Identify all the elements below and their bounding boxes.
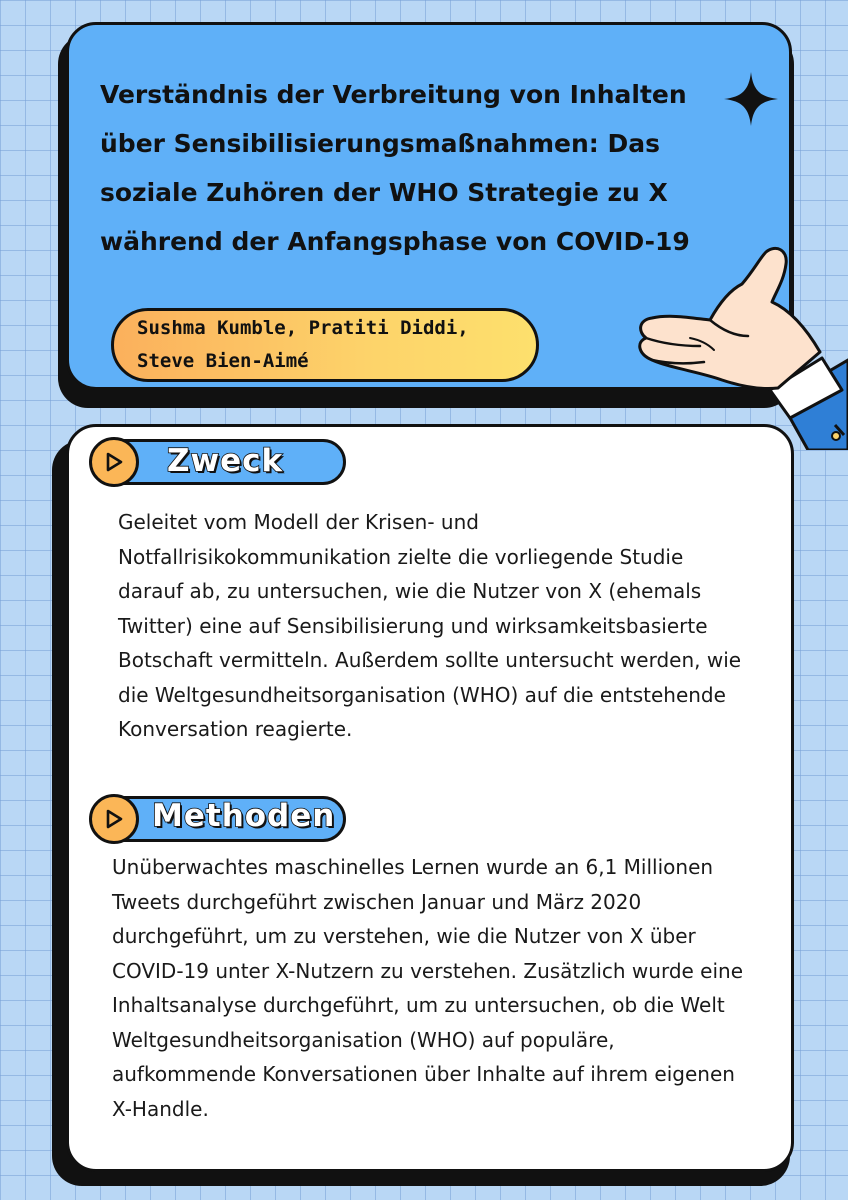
authors: Sushma Kumble, Pratiti Diddi, Steve Bien-Aimé: [137, 317, 469, 372]
open-hand-icon: [630, 240, 848, 450]
section-text-methods: Unüberwachtes maschinelles Lernen wurde an 6,1 Millionen Tweets durchgeführt zwischen Januar und März 2020 durchgeführt, um zu verstehen, wie die Nutzer von X über COVID-19 unter X-Nutzern zu verstehen. Zusätzlich wurde eine Inhaltsanalyse durchgeführt, um zu untersuchen, ob die Welt Weltgesundheitsorganisation (WHO) auf populäre, aufkommende Konversationen über Inhalte auf ihrem eigenen X-Handle.: [112, 855, 744, 1121]
section-heading-purpose: Zweck: [167, 443, 284, 479]
sparkle-icon: [722, 70, 780, 128]
play-icon: [89, 794, 139, 844]
play-icon: [89, 437, 139, 487]
poster-title: Verständnis der Verbreitung von Inhalten über Sensibilisierungsmaßnahmen: Das soziale Zuhören der WHO Strategie zu X während der Anfangsphase von COVID-19: [100, 80, 690, 256]
section-text-purpose: Geleitet vom Modell der Krisen- und Notfallrisikokommunikation zielte die vorliegende Studie darauf ab, zu untersuchen, wie die Nutzer von X (ehemals Twitter) eine auf Sensibilisierung und wirksamkeitsbasierte Botschaft vermitteln. Außerdem sollte untersucht werden, wie die Weltgesundheitsorganisation (WHO) auf die entstehende Konversation reagierte.: [118, 510, 742, 741]
section-heading-methods: Methoden: [152, 798, 336, 834]
